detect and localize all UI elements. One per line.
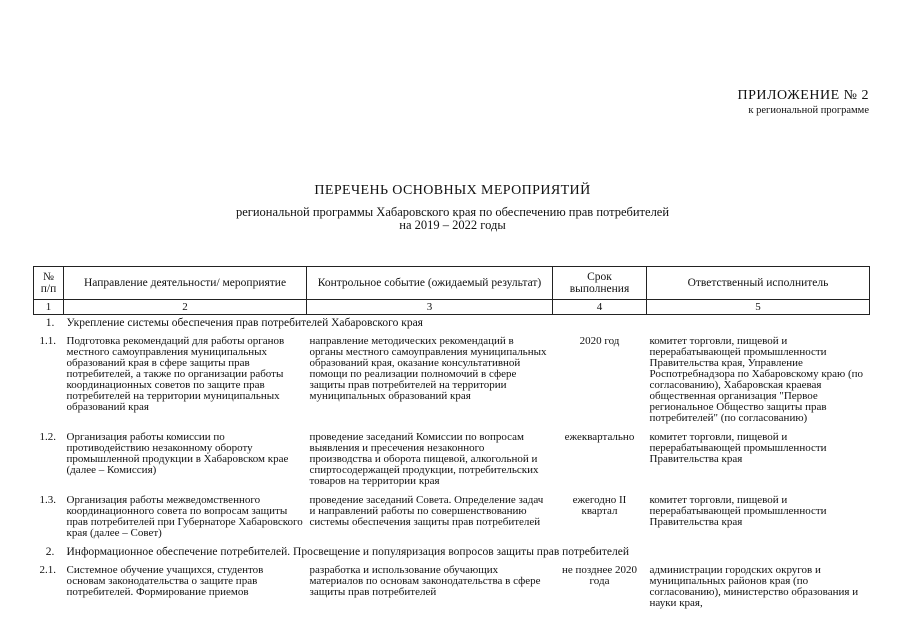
appendix-title: ПРИЛОЖЕНИЕ № 2 xyxy=(737,88,869,103)
row-event: проведение заседаний Совета. Определение задач и направлений работы по совершенствованию системы обеспечения защиты прав потребителей xyxy=(309,494,544,528)
section-number: 1. xyxy=(45,317,55,329)
section-title: Информационное обеспечение потребителей. Просвещение и популяризация вопросов защиты прав потребителей xyxy=(66,546,630,558)
column-number: 5 xyxy=(647,300,870,315)
table-row xyxy=(34,492,870,544)
column-number: 4 xyxy=(553,300,647,315)
row-term: ежеквартально xyxy=(564,431,635,443)
row-number: 1.1. xyxy=(39,335,56,347)
row-number: 1.3. xyxy=(39,494,56,506)
row-direction: Организация работы комиссии по противодействию незаконному обороту промышленной продукции в Хабаровском крае (далее – Комиссия) xyxy=(66,431,289,476)
row-executor: комитет торговли, пищевой и перерабатывающей промышленности Правительства края xyxy=(649,494,827,528)
column-number: 2 xyxy=(64,300,307,315)
section-title: Укрепление системы обеспечения прав потребителей Хабаровского края xyxy=(66,317,423,329)
row-event: проведение заседаний Комиссии по вопросам выявления и пресечения незаконного производства и оборота пищевой, алкогольной и спиртосодержащей продукции, потребительских товаров на территории края xyxy=(309,431,539,487)
header-term: Срок выполнения xyxy=(553,267,647,300)
row-number: 1.2. xyxy=(39,431,56,443)
document-heading xyxy=(0,182,905,232)
row-executor: комитет торговли, пищевой и перерабатывающей промышленности Правительства края, Управление Роспотребнадзора по Хабаровскому краю (по согласованию), Хабаровская краевая общественная организация "Первое региональное Общество защиты прав потребителей" (по согласованию) xyxy=(649,335,864,424)
appendix-block xyxy=(738,88,870,118)
header-event: Контрольное событие (ожидаемый результат) xyxy=(307,267,553,300)
row-direction: Организация работы межведомственного координационного совета по вопросам защиты прав потребителей при Губернаторе Хабаровского края (далее – Совет) xyxy=(66,494,303,539)
row-executor: администрации городских округов и муниципальных районов края (по согласованию), министерство образования и науки края, xyxy=(649,564,859,609)
header-num: № п/п xyxy=(34,267,64,300)
document-title: ПЕРЕЧЕНЬ ОСНОВНЫХ МЕРОПРИЯТИЙ xyxy=(314,183,591,198)
row-event: направление методических рекомендаций в органы местного самоуправления муниципальных образований края, оказание консультативной помощи по реализации полномочий в сфере защиты прав потребителей на территории муниципальных образований края xyxy=(309,335,547,402)
column-number: 3 xyxy=(307,300,553,315)
column-number-row xyxy=(34,300,870,315)
table-row xyxy=(34,562,870,614)
section-row xyxy=(34,315,870,334)
header-direction: Направление деятельности/ мероприятие xyxy=(64,267,307,300)
row-number: 2.1. xyxy=(39,564,56,576)
row-term: не позднее 2020 года xyxy=(561,564,638,587)
measures-table-container xyxy=(33,266,869,614)
row-term: ежегодно II квартал xyxy=(572,494,627,517)
section-number: 2. xyxy=(45,546,55,558)
document-subtitle-line2: на 2019 – 2022 годы xyxy=(399,218,506,232)
appendix-subtitle: к региональной программе xyxy=(748,105,869,116)
table-row xyxy=(34,429,870,492)
row-direction: Подготовка рекомендаций для работы органов местного самоуправления муниципальных образований края в сфере защиты прав потребителей, а также по организации работы координационных советов по защите прав потребителей на территории муниципальных образований края xyxy=(66,335,285,413)
section-row xyxy=(34,544,870,562)
measures-table xyxy=(33,266,870,614)
row-term: 2020 год xyxy=(579,335,620,347)
column-number: 1 xyxy=(34,300,64,315)
row-direction: Системное обучение учащихся, студентов основам законодательства о защите прав потребителей. Формирование приемов xyxy=(66,564,264,598)
table-header-row xyxy=(34,267,870,300)
row-executor: комитет торговли, пищевой и перерабатывающей промышленности Правительства края xyxy=(649,431,827,465)
table-row xyxy=(34,333,870,429)
document-subtitle-line1: региональной программы Хабаровского края по обеспечению прав потребителей xyxy=(235,205,670,219)
header-executor: Ответственный исполнитель xyxy=(647,267,870,300)
row-event: разработка и использование обучающих материалов по основам законодательства в сфере защиты прав потребителей xyxy=(309,564,541,598)
